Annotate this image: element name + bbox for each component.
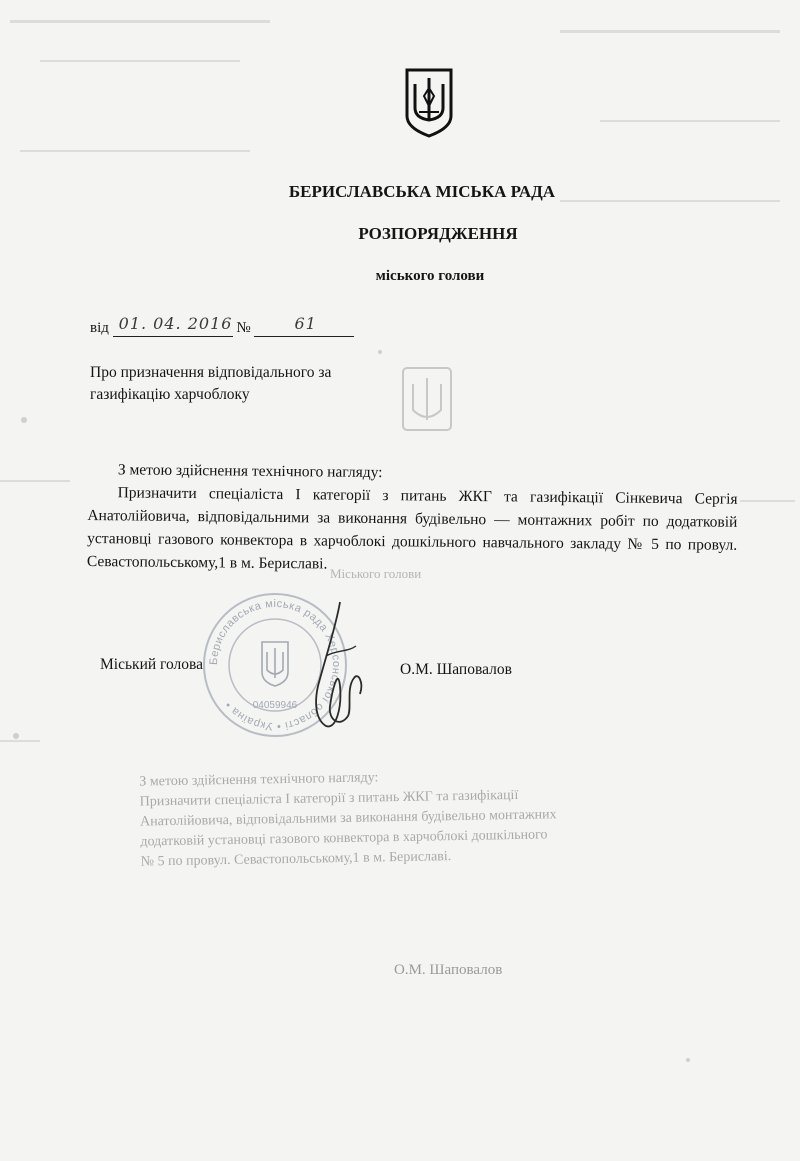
ghost-line: З метою здійснення технічного нагляду: (139, 770, 379, 790)
date-field (113, 314, 233, 337)
seal-trident-icon (262, 642, 288, 686)
body-paragraph: Призначити спеціаліста I категорії з питань ЖКГ та газифікації Сінкевича Сергія Анатолійовича, відповідальними за виконання будівельно — монтажних робіт по додатковій установці газового конвектора в харчоблокі дошкільного навчального закладу № 5 по провул. Севастопольському,1 в м. Бериславі. (86, 484, 738, 573)
ghost-text-block (139, 763, 661, 872)
ghost-signature-name: О.М. Шаповалов (394, 962, 503, 978)
date-value: 01. 04. 2016 (118, 314, 233, 333)
ghost-line: додатковій установці газового конвектора в харчоблокі дошкільного (140, 827, 548, 850)
subject-line-1: Про призначення відповідального за (90, 364, 332, 381)
number-value: 61 (294, 314, 317, 333)
seal-code: 04059946 (252, 700, 298, 711)
number-prefix: № (236, 320, 251, 336)
number-field (254, 314, 354, 337)
signature-title: Міський голова (100, 656, 204, 673)
ghost-line: № 5 по провул. Севастопольському,1 в м. Бериславі. (140, 849, 452, 870)
date-number-line (90, 314, 410, 344)
ghost-line: Призначити спеціаліста I категорії з питань ЖКГ та газифікації (139, 787, 519, 810)
council-heading: БЕРИСЛАВСЬКА МІСЬКА РАДА (288, 182, 556, 201)
seal-text: Бериславська міська рада Херсонської області • Україна • (207, 597, 343, 733)
body-block (87, 458, 738, 580)
signature-name: О.М. Шаповалов (400, 661, 512, 678)
trident-icon (403, 66, 455, 138)
issuer-heading: міського голови (375, 268, 485, 284)
handwritten-signature (296, 596, 376, 736)
ghost-council-text: Міського голови (330, 566, 422, 581)
subject-block (90, 362, 420, 406)
date-prefix: від (90, 320, 109, 336)
document-type-heading: РОЗПОРЯДЖЕННЯ (358, 224, 518, 243)
subject-line-2: газифікацію харчоблоку (90, 386, 250, 403)
body-intro: З метою здійснення технічного нагляду: (117, 461, 383, 482)
ghost-line: Анатолійовича, відповідальними за виконання будівельно монтажних (139, 807, 557, 830)
